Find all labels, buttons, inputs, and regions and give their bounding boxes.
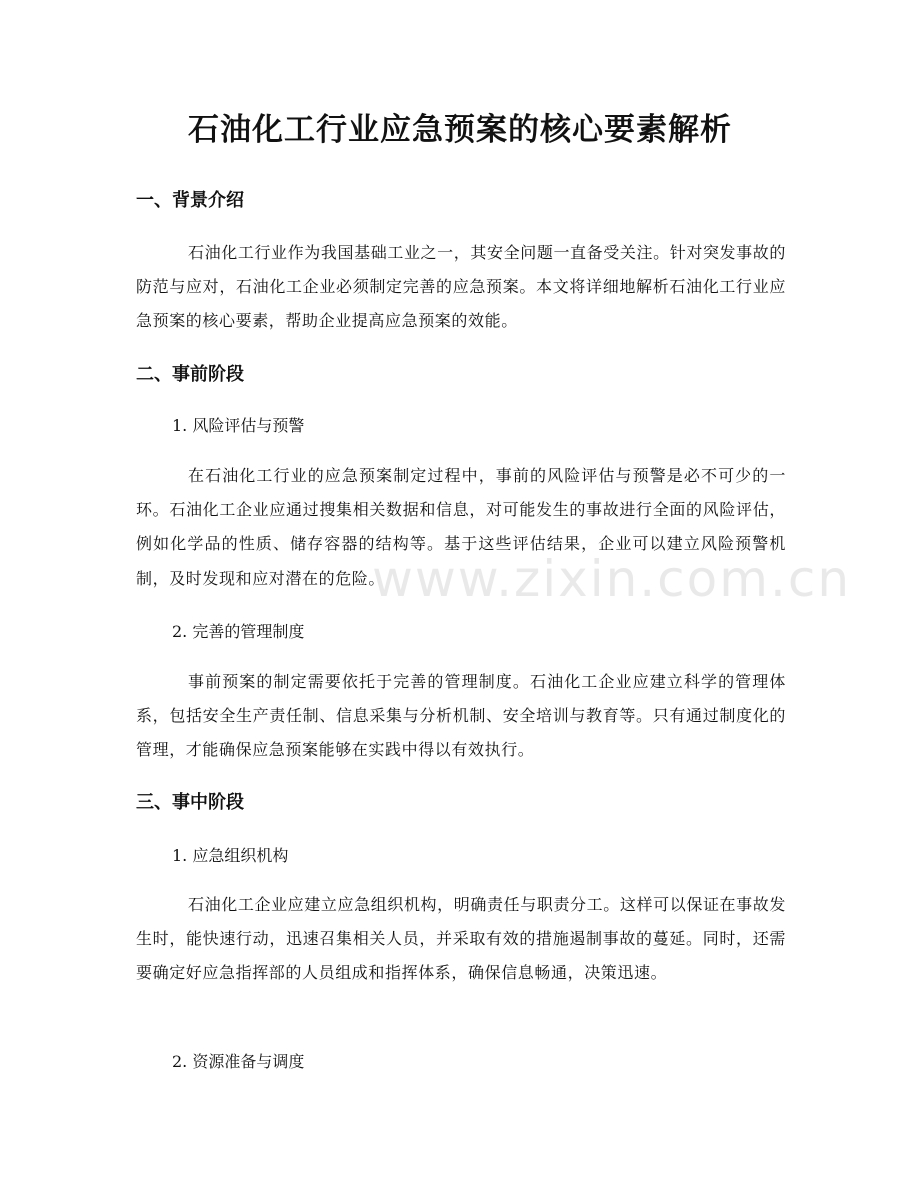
paragraph-risk-assessment: 在石油化工行业的应急预案制定过程中，事前的风险评估与预警是必不可少的一环。石油化工企业应通过搜集相关数据和信息，对可能发生的事故进行全面的风险评估，例如化学品的性质、储存容器的结构等。基于这些评估结果，企业可以建立风险预警机制，及时发现和应对潜在的危险。 [136, 466, 786, 588]
watermark: www.zixin.com.cn [372, 550, 852, 608]
section-heading-during-incident: 三、事中阶段 [136, 792, 244, 813]
section-heading-pre-incident: 二、事前阶段 [136, 364, 244, 385]
section-heading-background: 一、背景介绍 [136, 190, 244, 211]
subheading-management-system: 2. 完善的管理制度 [172, 622, 305, 641]
subheading-resource-preparation: 2. 资源准备与调度 [172, 1052, 305, 1071]
paragraph-background: 石油化工行业作为我国基础工业之一，其安全问题一直备受关注。针对突发事故的防范与应对，石油化工企业必须制定完善的应急预案。本文将详细地解析石油化工行业应急预案的核心要素，帮助企业提高应急预案的效能。 [136, 243, 786, 331]
paragraph-emergency-organization: 石油化工企业应建立应急组织机构，明确责任与职责分工。这样可以保证在事故发生时，能快速行动，迅速召集相关人员，并采取有效的措施遏制事故的蔓延。同时，还需要确定好应急指挥部的人员组成和指挥体系，确保信息畅通，决策迅速。 [136, 895, 786, 983]
subheading-risk-assessment: 1. 风险评估与预警 [172, 416, 305, 435]
document-title: 石油化工行业应急预案的核心要素解析 [188, 112, 732, 148]
subheading-emergency-organization: 1. 应急组织机构 [172, 846, 289, 865]
paragraph-management-system: 事前预案的制定需要依托于完善的管理制度。石油化工企业应建立科学的管理体系，包括安全生产责任制、信息采集与分析机制、安全培训与教育等。只有通过制度化的管理，才能确保应急预案能够在实践中得以有效执行。 [136, 672, 786, 760]
